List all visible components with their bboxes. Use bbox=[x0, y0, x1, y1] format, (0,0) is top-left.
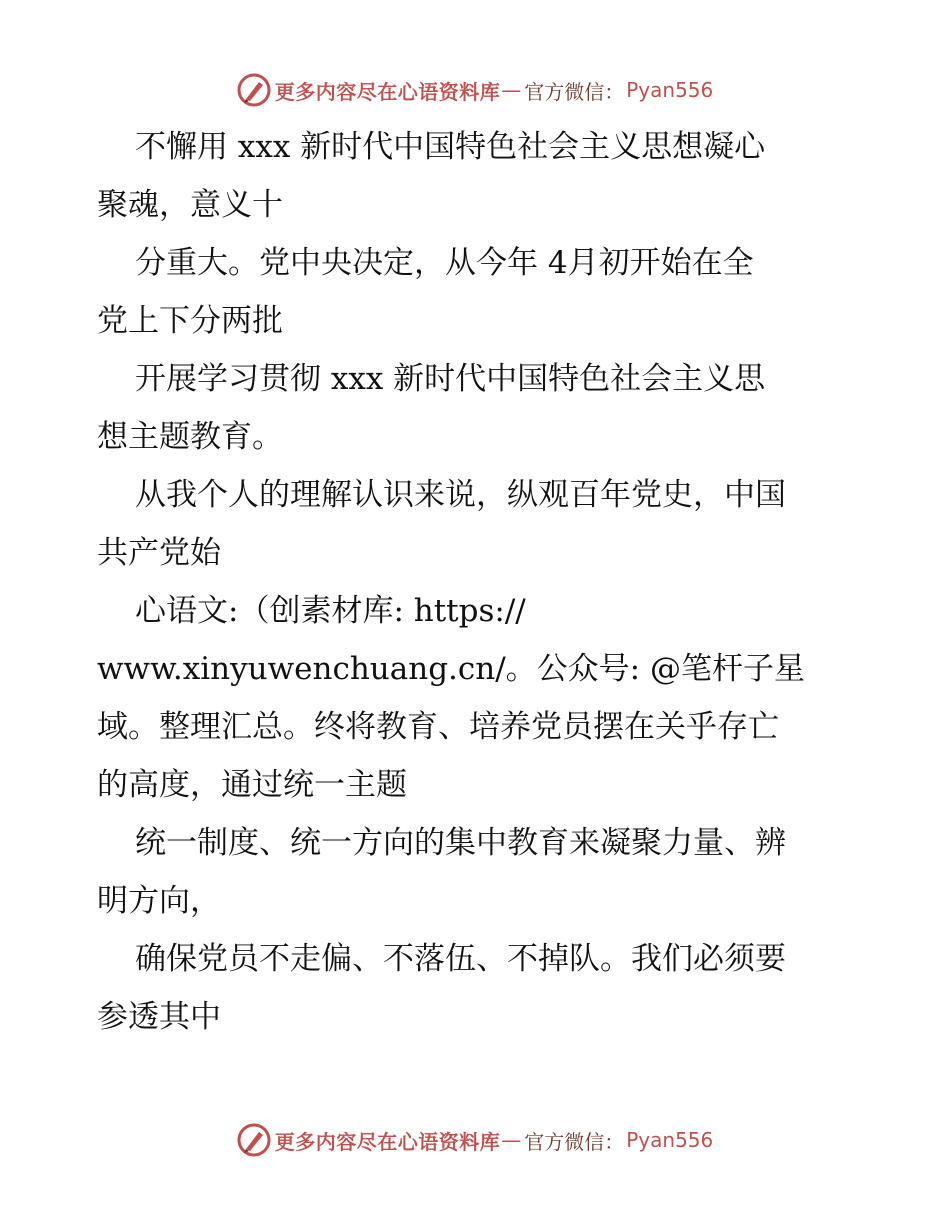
body-text-line: 聚魂，意义十 bbox=[97, 187, 283, 223]
body-text-line: 参透其中 bbox=[97, 999, 221, 1035]
body-text-line: 想主题教育。 bbox=[97, 419, 283, 455]
document-body bbox=[97, 118, 862, 1046]
body-text-line: 的高度，通过统一主题 bbox=[97, 767, 407, 803]
banner-main-text: 更多内容尽在心语资料库 bbox=[274, 79, 501, 104]
body-text-line: 党上下分两批 bbox=[97, 303, 283, 339]
body-text-line: 从我个人的理解认识来说，纵观百年党史，中国 bbox=[135, 477, 786, 513]
banner-main-text: 更多内容尽在心语资料库 bbox=[274, 1129, 501, 1154]
body-text-line: 心语文:（创素材库: https:// bbox=[135, 593, 526, 629]
banner-wechat-label: 官方微信： bbox=[524, 1129, 625, 1154]
body-text-line: 不懈用 xxx 新时代中国特色社会主义思想凝心 bbox=[135, 129, 766, 165]
body-text-line: 分重大。党中央决定，从今年 4月初开始在全 bbox=[135, 245, 754, 281]
pen-logo-icon bbox=[237, 1123, 271, 1157]
banner-wechat-label: 官方微信： bbox=[524, 79, 625, 104]
body-text-line: 统一制度、统一方向的集中教育来凝聚力量、辨 bbox=[135, 825, 786, 861]
body-text-line: 明方向， bbox=[97, 883, 221, 919]
body-text-line: 共产党始 bbox=[97, 535, 221, 571]
banner-wechat-id: Pyan556 bbox=[626, 1128, 714, 1152]
footer-banner bbox=[0, 1120, 950, 1160]
body-text-line: 域。整理汇总。终将教育、培养党员摆在关乎存亡 bbox=[97, 709, 779, 745]
body-text-line: 开展学习贯彻 xxx 新时代中国特色社会主义思 bbox=[135, 361, 766, 397]
banner-wechat-id: Pyan556 bbox=[626, 78, 714, 102]
header-banner bbox=[0, 70, 950, 110]
banner-dash: — bbox=[501, 1128, 522, 1152]
body-text-line: 确保党员不走偏、不落伍、不掉队。我们必须要 bbox=[135, 941, 786, 977]
body-text-line: www.xinyuwenchuang.cn/。公众号: @笔杆子星 bbox=[97, 651, 805, 687]
pen-logo-icon bbox=[237, 73, 271, 107]
banner-dash: — bbox=[501, 78, 522, 102]
